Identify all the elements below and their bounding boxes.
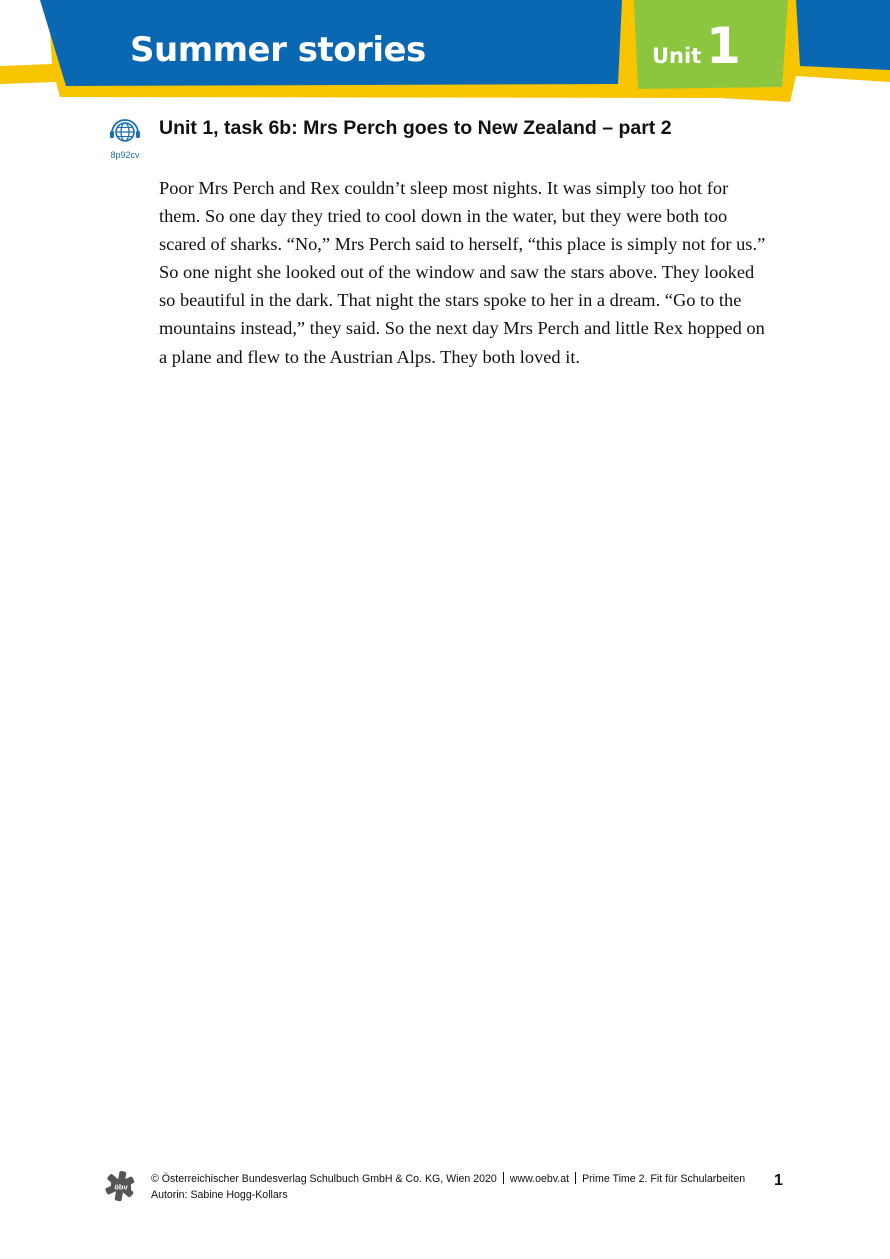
webcode-link[interactable] [104, 118, 146, 160]
publisher-logo [104, 1170, 136, 1202]
story-line: So one night she looked out of the window and saw the stars above. They looked [159, 262, 755, 283]
footer-author: Autorin: Sabine Hogg-Kollars [151, 1189, 288, 1201]
footer-line-1 [151, 1171, 745, 1187]
task-heading: Unit 1, task 6b: Mrs Perch goes to New Zealand – part 2 [159, 117, 672, 139]
story-text [159, 174, 799, 371]
unit-number: 1 [706, 17, 741, 75]
logo-text: öbv [114, 1182, 128, 1192]
footer-website-link[interactable]: www.oebv.at [509, 1173, 570, 1185]
footer-separator [503, 1172, 504, 1184]
globe-headphones-icon [107, 118, 143, 146]
story-line: a plane and flew to the Austrian Alps. They both loved it. [159, 346, 581, 367]
footer-copyright: © Österreichischer Bundesverlag Schulbuch GmbH & Co. KG, Wien 2020 [151, 1173, 497, 1185]
footer-separator [575, 1172, 576, 1184]
page-title: Summer stories [130, 30, 426, 70]
story-line: scared of sharks. “No,” Mrs Perch said to herself, “this place is simply not for us.” [159, 234, 766, 255]
oebv-logo-icon [104, 1170, 136, 1202]
story-line: Poor Mrs Perch and Rex couldn’t sleep most nights. It was simply too hot for [159, 178, 729, 198]
footer-text [151, 1171, 745, 1203]
story-line: so beautiful in the dark. That night the stars spoke to her in a dream. “Go to the [159, 290, 742, 311]
webcode-text: 8p92cv [110, 150, 140, 160]
page-number: 1 [774, 1172, 783, 1189]
header-banner [0, 0, 890, 110]
story-line: them. So one day they tried to cool down in the water, but they were both too [159, 206, 728, 227]
story-line: mountains instead,” they said. So the next day Mrs Perch and little Rex hopped on [159, 318, 765, 339]
unit-label: Unit [652, 44, 702, 68]
footer-book-title: Prime Time 2. Fit für Schularbeiten [582, 1173, 746, 1185]
